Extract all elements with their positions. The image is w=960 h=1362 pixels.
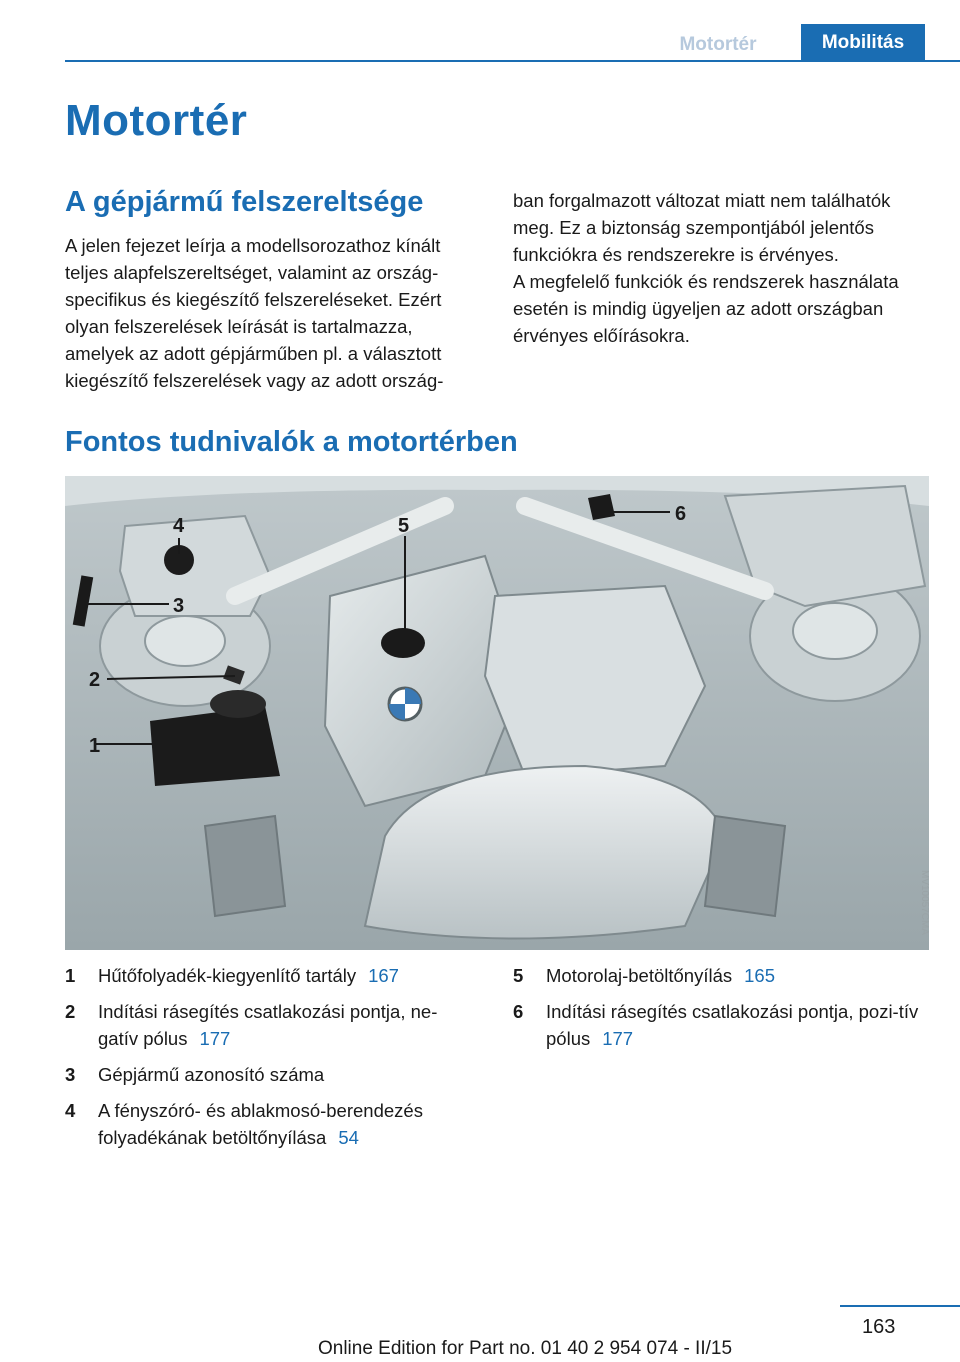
page-title: Motortér: [65, 96, 248, 145]
tab-mobilitas[interactable]: Mobilitás: [801, 24, 925, 62]
callout-3: 3: [173, 595, 185, 617]
callout-5: 5: [398, 515, 410, 537]
section-heading-equipment: A gépjármű felszereltsége: [65, 186, 424, 218]
list-item: 2 Indítási rásegítés csatlakozási pontja, ne-gatív pólus 177: [65, 1001, 438, 1049]
page-ref-link[interactable]: 54: [338, 1127, 359, 1148]
paragraph-regulations: A megfelelő funkciók és rendszerek használata esetén is mindig ügyeljen az adott országban érvényes előírásokra.: [513, 271, 899, 346]
page-ref-link[interactable]: 167: [368, 965, 399, 986]
page-ref-link[interactable]: 177: [602, 1028, 634, 1049]
paragraph-continuation: ban forgalmazott változat miatt nem találhatók meg. Ez a biztonság szempontjából jelentős funkciókra és rendszerekre is érvényes.: [513, 190, 891, 265]
list-item: 5 Motorolaj-betöltőnyílás 165: [513, 965, 775, 986]
section-heading-engine-bay: Fontos tudnivalók a motortérben: [65, 426, 518, 458]
footer-rule: [840, 1305, 960, 1307]
list-item: 6 Indítási rásegítés csatlakozási pontja, pozi-tív pólus 177: [513, 1001, 919, 1049]
page-number: 163: [862, 1316, 896, 1338]
list-item: 3 Gépjármű azonosító száma: [65, 1064, 325, 1085]
list-item: 4 A fényszóró- és ablakmosó-berendezés folyadékának betöltőnyílása 54: [65, 1100, 423, 1148]
callout-4: 4: [173, 515, 185, 537]
edition-footer: Online Edition for Part no. 01 40 2 954 074 - II/15: [317, 1338, 733, 1359]
legend-list-left: [65, 962, 475, 1160]
page-ref-link[interactable]: 165: [744, 965, 775, 986]
paragraph-intro: A jelen fejezet leírja a modellsorozathoz kínált teljes alapfelszereltséget, valamint az ország-specifikus és kiegészítő felszereléseket. Ezért olyan felszerelések leírását is tartalmazza, amelyek az adott gépjárműben pl. a választott kiegészítő felszerelések vagy az adott ország-: [65, 235, 444, 391]
callout-2: 2: [89, 669, 101, 691]
page-header: [65, 24, 960, 62]
callout-6: 6: [675, 503, 687, 525]
engine-bay-illustration: [65, 476, 929, 950]
callout-1: 1: [89, 735, 101, 757]
figure-code: MV10057CMA: [919, 870, 930, 936]
page-ref-link[interactable]: 177: [199, 1028, 231, 1049]
engine-bay-drawing: [65, 476, 929, 950]
list-item: 1 Hűtőfolyadék-kiegyenlítő tartály 167: [65, 965, 399, 986]
tab-motorter[interactable]: Motortér: [679, 34, 757, 55]
legend-list-right: [513, 962, 933, 1061]
